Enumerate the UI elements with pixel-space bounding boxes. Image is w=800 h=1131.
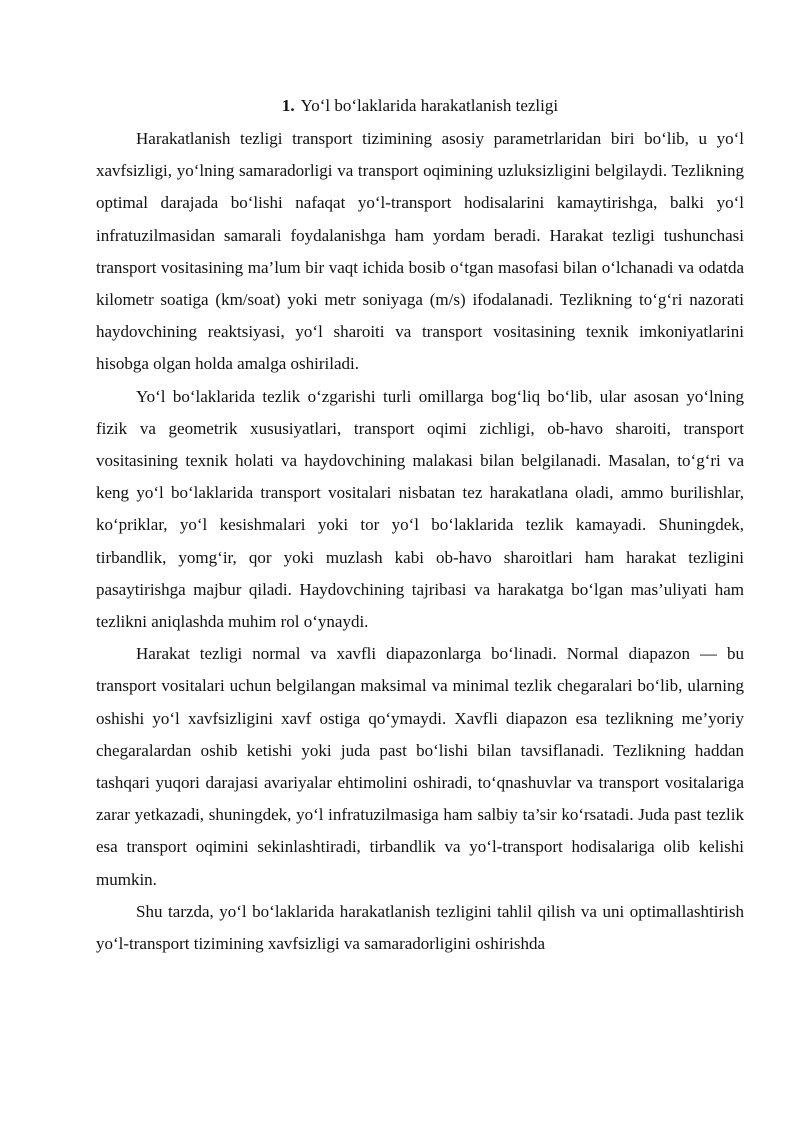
paragraph-2: Yo‘l bo‘laklarida tezlik o‘zgarishi turli omillarga bog‘liq bo‘lib, ular asosan yo‘lning fizik va geometrik xususiyatlari, transport oqimi zichligi, ob-havo sharoiti, transport vositasining texnik holati va haydovchining malakasi bilan belgilanadi. Masalan, to‘g‘ri va keng yo‘l bo‘laklarida transport vositalari nisbatan tez harakatlana oladi, ammo burilishlar, ko‘priklar, yo‘l kesishmalari yoki tor yo‘l bo‘laklarida tezlik kamayadi. Shuningdek, tirbandlik, yomg‘ir, qor yoki muzlash kabi ob-havo sharoitlari ham harakat tezligini pasaytirishga majbur qiladi. Haydovchining tajribasi va harakatga bo‘lgan mas’uliyati ham tezlikni aniqlashda muhim rol o‘ynaydi.: [96, 386, 744, 632]
paragraph-3: Harakat tezligi normal va xavfli diapazonlarga bo‘linadi. Normal diapazon — bu transport vositalari uchun belgilangan maksimal va minimal tezlik chegaralari bo‘lib, ularning oshishi yo‘l xavfsizligini xavf ostiga qo‘ymaydi. Xavfli diapazon esa tezlikning me’yoriy chegaralardan oshib ketishi yoki juda past bo‘lishi bilan tavsiflanadi. Tezlikning haddan tashqari yuqori darajasi avariyalar ehtimolini oshiradi, to‘qnashuvlar va transport vositalariga zarar yetkazadi, shuningdek, yo‘l infratuzilmasiga ham salbiy ta’sir ko‘rsatadi. Juda past tezlik esa transport oqimini sekinlashtiradi, tirbandlik va yo‘l-transport hodisalariga olib kelishi mumkin.: [96, 644, 744, 889]
section-title: Yo‘l bo‘laklarida harakatlanish tezligi: [300, 96, 559, 115]
paragraph-1: Harakatlanish tezligi transport tizimining asosiy parametrlaridan biri bo‘lib, u yo‘l xavfsizligi, yo‘lning samaradorligi va transport oqimining uzluksizligini belgilaydi. Tezlikning optimal darajada bo‘lishi nafaqat yo‘l-transport hodisalarini kamaytirishga, balki yo‘l infratuzilmasidan samarali foydalanishga ham yordam beradi. Harakat tezligi tushunchasi transport vositasining ma’lum bir vaqt ichida bosib o‘tgan masofasi bilan o‘lchanadi va odatda kilometr soatiga (km/soat) yoki metr soniyaga (m/s) ifodalanadi. Tezlikning to‘g‘ri nazorati haydovchining reaktsiyasi, yo‘l sharoiti va transport vositasining texnik imkoniyatlarini hisobga olgan holda amalga oshiriladi.: [96, 129, 744, 374]
document-page: [96, 94, 744, 960]
section-number: 1.: [281, 96, 295, 115]
paragraph-4: Shu tarzda, yo‘l bo‘laklarida harakatlanish tezligini tahlil qilish va uni optimallashtirish yo‘l-transport tizimining xavfsizligi va samaradorligini oshirishda: [96, 901, 744, 954]
section-heading: [96, 94, 744, 118]
